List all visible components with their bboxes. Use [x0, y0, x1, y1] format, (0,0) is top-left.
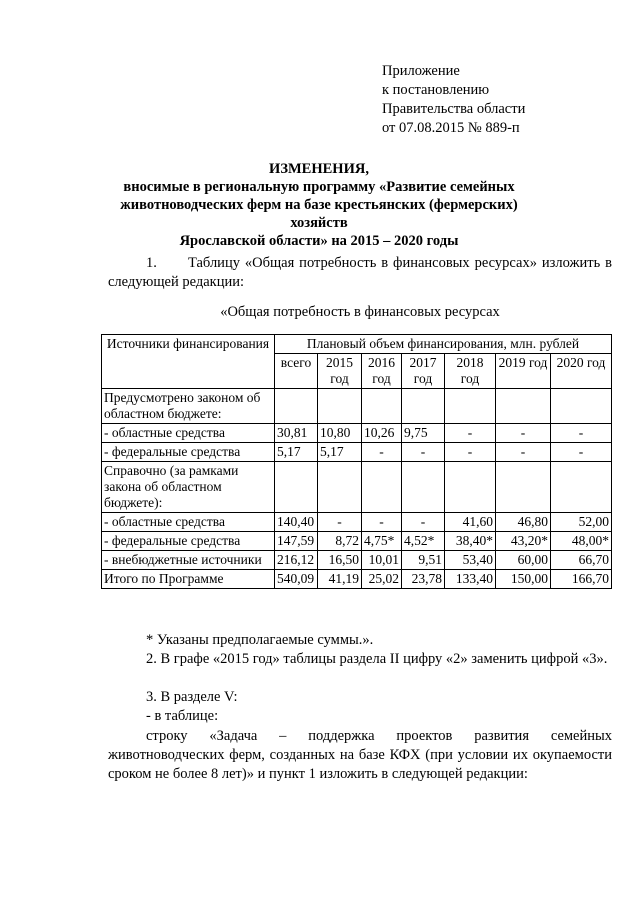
- row-cell: [496, 462, 551, 513]
- row-cell: 147,59: [275, 532, 318, 551]
- row-cell: [318, 462, 362, 513]
- row-cell: [402, 389, 445, 424]
- row-label: Итого по Программе: [102, 570, 275, 589]
- row-cell: [362, 389, 402, 424]
- row-cell: [496, 389, 551, 424]
- row-cell: -: [551, 443, 612, 462]
- row-cell: 43,20*: [496, 532, 551, 551]
- row-cell: 10,26: [362, 424, 402, 443]
- annex-line-4: от 07.08.2015 № 889-п: [382, 120, 520, 136]
- row-cell: 8,72: [318, 532, 362, 551]
- row-cell: -: [402, 513, 445, 532]
- row-cell: 46,80: [496, 513, 551, 532]
- point-1-text: Таблицу «Общая потребность в финансовых ресурсах» изложить в следующей редакции:: [108, 255, 612, 290]
- row-cell: 9,51: [402, 551, 445, 570]
- row-label: - федеральные средства: [102, 443, 275, 462]
- row-label: - областные средства: [102, 424, 275, 443]
- row-cell: -: [496, 443, 551, 462]
- row-cell: 150,00: [496, 570, 551, 589]
- row-cell: 166,70: [551, 570, 612, 589]
- row-cell: 10,01: [362, 551, 402, 570]
- header-year: 2018 год: [445, 354, 496, 389]
- row-cell: [362, 462, 402, 513]
- row-cell: -: [362, 443, 402, 462]
- row-cell: 41,19: [318, 570, 362, 589]
- row-cell: 23,78: [402, 570, 445, 589]
- row-label: Справочно (за рамками закона об областном бюджете):: [102, 462, 275, 513]
- row-cell: 38,40*: [445, 532, 496, 551]
- row-cell: 4,75*: [362, 532, 402, 551]
- table-row: [102, 532, 612, 551]
- row-label: - областные средства: [102, 513, 275, 532]
- row-cell: 9,75: [402, 424, 445, 443]
- row-cell: 60,00: [496, 551, 551, 570]
- table-row: [102, 513, 612, 532]
- financing-table: [101, 334, 612, 589]
- annex-block: [382, 62, 602, 138]
- row-cell: 5,17: [275, 443, 318, 462]
- header-year: 2015 год: [318, 354, 362, 389]
- header-year: 2016 год: [362, 354, 402, 389]
- header-year: 2020 год: [551, 354, 612, 389]
- row-cell: [402, 462, 445, 513]
- table-header-row-1: [102, 335, 612, 354]
- row-cell: -: [402, 443, 445, 462]
- table-footnote: * Указаны предполагаемые суммы.».: [146, 632, 374, 648]
- annex-line-2: к постановлению: [382, 82, 490, 98]
- row-label: - федеральные средства: [102, 532, 275, 551]
- row-cell: 41,60: [445, 513, 496, 532]
- row-cell: 52,00: [551, 513, 612, 532]
- row-cell: [551, 389, 612, 424]
- row-cell: [445, 389, 496, 424]
- row-cell: 4,52*: [402, 532, 445, 551]
- row-cell: 133,40: [445, 570, 496, 589]
- row-cell: [445, 462, 496, 513]
- annex-line-1: Приложение: [382, 63, 460, 79]
- heading-line-1: вносимые в региональную программу «Развитие семейных: [123, 179, 515, 195]
- heading-line-2: животноводческих ферм на базе крестьянских (фермерских) хозяйств: [120, 197, 518, 231]
- row-cell: [318, 389, 362, 424]
- row-cell: 48,00*: [551, 532, 612, 551]
- row-cell: -: [496, 424, 551, 443]
- point-1-number: 1.: [146, 255, 157, 271]
- document-heading: [100, 160, 538, 250]
- row-cell: 53,40: [445, 551, 496, 570]
- row-label: Предусмотрено законом об областном бюджете:: [102, 389, 275, 424]
- header-planned: Плановый объем финансирования, млн. рублей: [275, 335, 612, 354]
- annex-line-3: Правительства области: [382, 101, 526, 117]
- row-cell: -: [551, 424, 612, 443]
- point-1-paragraph: [108, 254, 612, 292]
- row-cell: 5,17: [318, 443, 362, 462]
- table-caption: «Общая потребность в финансовых ресурсах: [220, 304, 500, 320]
- table-total-row: [102, 570, 612, 589]
- row-cell: -: [318, 513, 362, 532]
- table-row: [102, 462, 612, 513]
- row-cell: 216,12: [275, 551, 318, 570]
- point-2-paragraph: 2. В графе «2015 год» таблицы раздела II цифру «2» заменить цифрой «3».: [146, 651, 608, 667]
- row-cell: -: [445, 443, 496, 462]
- row-cell: [275, 389, 318, 424]
- row-cell: -: [362, 513, 402, 532]
- point-3-text: строку «Задача – поддержка проектов развития семейных животноводческих ферм, созданных на базе КФХ (при условии их окупаемости сроком не более 8 лет)» и пункт 1 изложить в следующей редакции:: [108, 728, 612, 782]
- table-row: [102, 424, 612, 443]
- row-cell: 30,81: [275, 424, 318, 443]
- row-cell: [275, 462, 318, 513]
- header-sources: Источники финансирования: [102, 335, 275, 389]
- header-year: 2019 год: [496, 354, 551, 389]
- point-3-paragraph: 3. В разделе V:: [146, 689, 238, 705]
- row-cell: -: [445, 424, 496, 443]
- row-cell: 16,50: [318, 551, 362, 570]
- table-row: [102, 551, 612, 570]
- row-cell: 540,09: [275, 570, 318, 589]
- table-row: [102, 389, 612, 424]
- row-cell: 66,70: [551, 551, 612, 570]
- row-cell: [551, 462, 612, 513]
- row-cell: 25,02: [362, 570, 402, 589]
- header-total: всего: [275, 354, 318, 389]
- point-3-subitem: - в таблице:: [146, 708, 219, 724]
- table-row: [102, 443, 612, 462]
- row-cell: 10,80: [318, 424, 362, 443]
- heading-line-3: Ярославской области» на 2015 – 2020 годы: [179, 233, 459, 249]
- row-label: - внебюджетные источники: [102, 551, 275, 570]
- heading-title: ИЗМЕНЕНИЯ,: [269, 161, 369, 177]
- row-cell: 140,40: [275, 513, 318, 532]
- header-year: 2017 год: [402, 354, 445, 389]
